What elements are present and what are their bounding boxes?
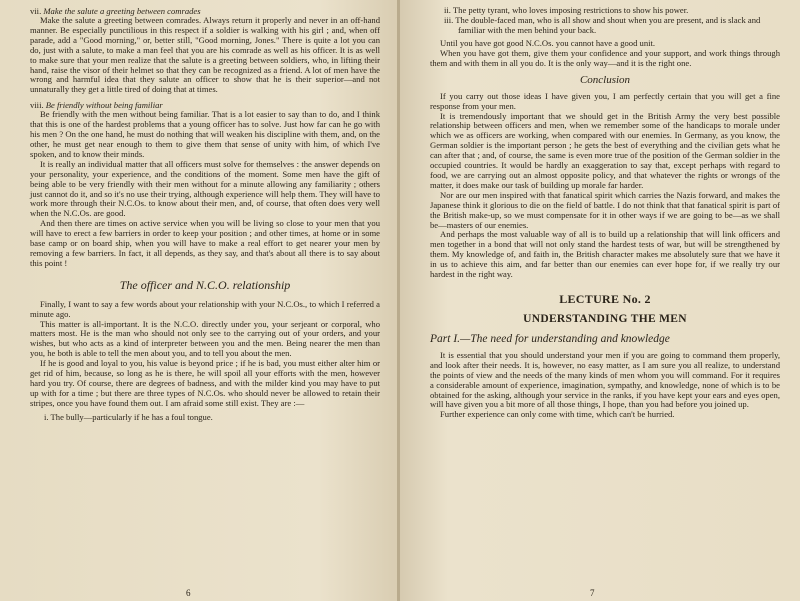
lecture-title: LECTURE No. 2: [559, 291, 651, 306]
page-number: 7: [590, 588, 595, 598]
part-heading: Part I.—The need for understanding and knowledge: [430, 332, 670, 345]
paragraph: It is tremendously important that we should get in the British Army the very best possible relationship between officers and men, when we remember some of the handicaps to morale under which we as officers are working, when compared with our enemies. In Germany, as you know, the German soldier is the important person ; he gets the best of everything and the civilian gets what he can after that ; and, of course, the same is even more true of the position of the German soldier in the occupied countries. It would be hardly an exaggeration to say that, except perhaps with regard to food, we are carrying out an almost opposite policy, and that whatever the rights or wrongs of the matter, it does make our task of building up morale far harder.: [430, 110, 780, 190]
left-page: [0, 0, 398, 601]
list-item: i. The bully—particularly if he has a foul tongue.: [44, 411, 213, 422]
lecture-subtitle: UNDERSTANDING THE MEN: [523, 312, 687, 325]
section-heading-viii: viii. Be friendly without being familiar: [30, 100, 163, 111]
paragraph: And then there are times on active service when you will be living so close to your men that you will have to erect a few barriers in order to keep your position ; and other times, at home or in some base camp or on board ship, when you will have to make a real effort to get nearer your men by removing a few barriers. In fact, it all depends, as they say, and that's about all there is to say about this point !: [30, 218, 380, 268]
paragraph: Further experience can only come with time, which can't be hurried.: [440, 409, 675, 420]
paragraph: When you have got them, give them your confidence and your support, and work things through them and with them in all you do. It is the only way—and it is the right one.: [430, 47, 780, 68]
paragraph: If he is good and loyal to you, his value is beyond price ; if he is bad, you must either alter him or get rid of him, because, so long as he is there, he will spoil all your efforts with the men, however hard you try. Of course, there are degrees of badness, and with the milder kind you may have to put up with for a time ; but there are three types of N.C.Os. who should never be allowed to retain their stripes, once you have found them out. I am afraid some still exist. They are :—: [30, 358, 380, 408]
paragraph: It is really an individual matter that all officers must solve for themselves : the answer depends on your personality, your experience, and the conditions of the moment. Some men have the gift of being able to be very friendly with their men without for a minute allowing any familiarity ; others just cannot do it, and so it's no use their trying, although experience will help them. They will have to work more through their N.C.Os. to know about their men, and, of course, that often does very well when the N.C.Os. are good.: [30, 158, 380, 219]
paragraph: Nor are our men inspired with that fanatical spirit which carries the Nazis forward, and makes the Japanese think it glorious to die on the field of battle. I do not think that that fanatical spirit is part of the British make-up, so we must compensate for it in other ways if we are going to be—as we shall be—masters of our enemies.: [430, 189, 780, 230]
section-heading-vii: vii. Make the salute a greeting between comrades: [30, 6, 201, 16]
page-number: 6: [186, 588, 191, 598]
paragraph: Until you have got good N.C.Os. you cannot have a good unit.: [440, 38, 656, 48]
list-item: ii. The petty tyrant, who loves imposing restrictions to show his power.: [444, 5, 689, 15]
paragraph: It is essential that you should understand your men if you are going to command them properly, and look after their needs. It is, however, no easy matter, as I am sure you all realize, to understand the points of view and the needs of the many kinds of men whom you will command. For it requires a considerable amount of experience, imagination, sympathy, and knowledge, none of which is to be obtained for the asking, although your service in the ranks, if you have kept your ears and eyes open, will have given you a bit more of all those things, I hope, than you had before you joined up.: [430, 349, 780, 410]
paragraph: Be friendly with the men without being familiar. That is a lot easier to say than to do, and I think that this is one of the hardest problems that a young officer has to solve. Just how far can he go with his men ? On the one hand, he must do nothing that will weaken his discipline with them, and, on the other, he must get near enough to them to give them that sense of unity with him, of which I've spoken, and to know their minds.: [30, 109, 380, 159]
list-item: iii. The double-faced man, who is all show and shout when you are present, and is slack and familiar with the men behind your back.: [444, 15, 761, 35]
paragraph: This matter is all-important. It is the N.C.O. directly under you, your serjeant or corporal, who matters most. He is the man who should not only see to the carrying out of your orders, and your wishes, but who acts as a kind of interpreter between you and the men. Being nearer the men than you, he both is able to tell the men about you, and to tell you about the men.: [30, 318, 380, 359]
section-title-conclusion: Conclusion: [579, 73, 631, 86]
right-page: [400, 0, 800, 601]
paragraph: Make the salute a greeting between comrades. Always return it properly and never in an off-hand manner. Be especially punctilious in this respect if a soldier is walking with his girl ; and, when off parade, add a "Good morning," or, better still, "Good morning, Jones." There is quite a lot you can do, just with a salute, to make a man feel that you are his comrade as well as his officer. It is as well to make sure that your men realize that the salute is a greeting between soldiers, who, in lifting their hand, raise the visor of their helmet so that they can be recognized as a friend. A lot of men have the wrong and harmful idea that they salute an officer to show that he is their superior—and not unnaturally they get a little tired of doing that at times.: [30, 15, 380, 95]
paragraph: And perhaps the most valuable way of all is to build up a relationship that will link officers and men together in a bond that will not only stand the hardest tests of war, but will be strengthened by them. My knowledge of, and faith in, the British character makes me absolutely sure that we have it in us to achieve this aim, and far better than our enemies can ever hope for, if we really try our hardest in the right way.: [430, 229, 780, 280]
paragraph: Finally, I want to say a few words about your relationship with your N.C.Os., to which I referred a minute ago.: [30, 298, 380, 319]
paragraph: If you carry out those ideas I have given you, I am perfectly certain that you will get a fine response from your men.: [430, 90, 780, 111]
section-title-officer-nco: The officer and N.C.O. relationship: [119, 277, 291, 292]
